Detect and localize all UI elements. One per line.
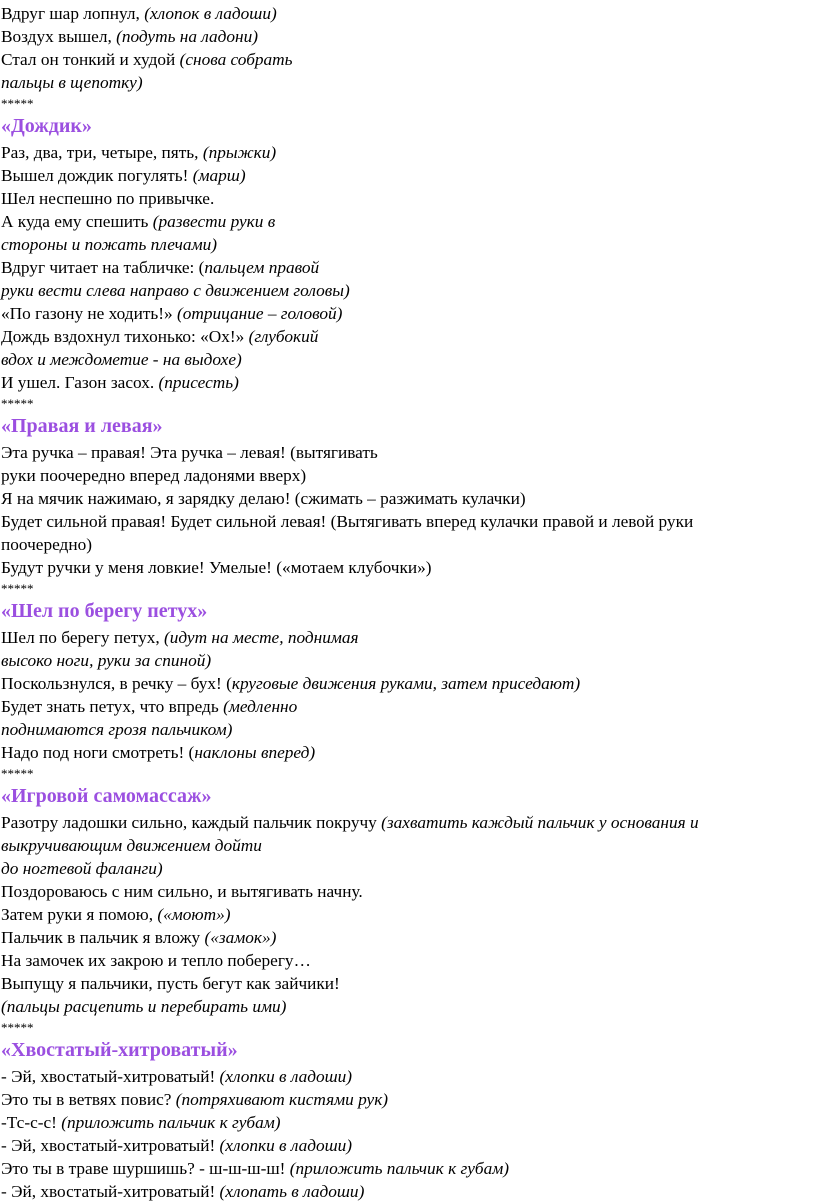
text-line [1,279,810,302]
text-line [1,1157,810,1180]
heading-text: «Игровой самомассаж» [1,785,212,807]
text-line [1,441,810,464]
line-text: ***** [1,396,34,411]
text-line [1,233,810,256]
text-line [1,695,810,718]
separator [1,577,810,600]
stage-direction: («замок») [204,928,277,947]
text-line [1,972,810,995]
text-line [1,1111,810,1134]
text-line [1,903,810,926]
section-heading [1,1039,810,1062]
stage-direction: (марш) [192,166,246,185]
line-text: Шел по берегу петух, [1,628,165,647]
heading-text: «Правая и левая» [1,415,163,437]
stage-direction: круговые движения руками, затем приседают) [231,674,581,693]
text-line [1,1088,810,1111]
text-line [1,718,810,741]
stage-direction: (снова собрать [179,50,293,69]
line-text: -Тс-с-с! [1,1113,62,1132]
text-line [1,302,810,325]
line-text: ***** [1,96,34,111]
stage-direction: высоко ноги, руки за спиной) [1,651,212,670]
separator [1,92,810,115]
section-heading [1,415,810,438]
line-text: - Эй, хвостатый-хитроватый! [1,1067,220,1086]
text-line [1,487,810,510]
text-line [1,880,810,903]
stage-direction: (хлопок в ладоши) [144,4,277,23]
stage-direction: (отрицание – головой) [176,304,343,323]
line-text: Это ты в траве шуршишь? - ш-ш-ш-ш! [1,1159,290,1178]
line-text: «По газону не ходить!» [1,304,177,323]
line-text: Надо под ноги смотреть! ( [1,743,195,762]
text-line [1,510,810,533]
line-text: А куда ему спешить [1,212,153,231]
text-line [1,1065,810,1088]
text-line [1,672,810,695]
stage-direction: до ногтевой фаланги) [1,859,163,878]
line-text: - Эй, хвостатый-хитроватый! [1,1136,220,1155]
stage-direction: вдох и междометие - на выдохе) [1,350,242,369]
stage-direction: наклоны вперед) [194,743,316,762]
text-line [1,533,810,556]
text-line [1,256,810,279]
text-line [1,995,810,1018]
text-line [1,210,810,233]
line-text: Будет знать петух, что впредь [1,697,224,716]
stage-direction: (глубокий [248,327,319,346]
text-line [1,1134,810,1157]
text-line [1,1180,810,1203]
line-text: ***** [1,1020,34,1035]
text-line [1,464,810,487]
text-line [1,949,810,972]
line-text: поочередно) [1,535,92,554]
heading-text: «Шел по берегу петух» [1,600,208,622]
line-text: На замочек их закрою и тепло поберегу… [1,951,311,970]
line-text: Пальчик в пальчик я вложу [1,928,205,947]
line-text: И ушел. Газон засох. [1,373,159,392]
line-text: Раз, два, три, четыре, пять, [1,143,203,162]
text-line [1,811,810,834]
line-text: Вдруг читает на табличке: ( [1,258,205,277]
heading-text: «Хвостатый-хитроватый» [1,1039,238,1061]
line-text: Дождь вздохнул тихонько: «Ох!» [1,327,249,346]
stage-direction: (потряхивают кистями рук) [175,1090,389,1109]
stage-direction: (захватить каждый пальчик у основания и [381,813,699,832]
stage-direction: (хлопки в ладоши) [219,1067,353,1086]
text-line [1,325,810,348]
text-line [1,371,810,394]
text-line [1,857,810,880]
line-text: Я на мячик нажимаю, я зарядку делаю! (сжимать – разжимать кулачки) [1,489,526,508]
text-line [1,2,810,25]
line-text: ***** [1,766,34,781]
line-text: Воздух вышел, [1,27,117,46]
line-text: руки поочередно вперед ладонями вверх) [1,466,307,485]
stage-direction: (хлопки в ладоши) [219,1136,353,1155]
text-line [1,556,810,579]
line-text: Выпущу я пальчики, пусть бегут как зайчики! [1,974,340,993]
text-line [1,164,810,187]
separator [1,762,810,785]
stage-direction: (присесть) [158,373,239,392]
stage-direction: (прыжки) [202,143,277,162]
line-text: Стал он тонкий и худой [1,50,180,69]
stage-direction: поднимаются грозя пальчиком) [1,720,233,739]
line-text: Вышел дождик погулять! [1,166,193,185]
stage-direction: (приложить пальчик к губам) [289,1159,510,1178]
heading-text: «Дождик» [1,115,92,137]
stage-direction: («моют») [157,905,231,924]
text-line [1,626,810,649]
text-line [1,834,810,857]
line-text: Это ты в ветвях повис? [1,1090,176,1109]
line-text: Затем руки я помою, [1,905,158,924]
line-text: - Эй, хвостатый-хитроватый! [1,1182,220,1201]
stage-direction: (развести руки в [152,212,276,231]
stage-direction: выкручивающим движением дойти [1,836,262,855]
stage-direction: (подуть на ладони) [116,27,259,46]
stage-direction: руки вести слева направо с движением головы) [1,281,350,300]
stage-direction: (приложить пальчик к губам) [61,1113,281,1132]
stage-direction: (медленно [223,697,298,716]
separator [1,392,810,415]
line-text: Разотру ладошки сильно, каждый пальчик покручу [1,813,382,832]
line-text: ***** [1,581,34,596]
text-line [1,71,810,94]
line-text: Поздороваюсь с ним сильно, и вытягивать начну. [1,882,363,901]
text-line [1,141,810,164]
text-line [1,187,810,210]
stage-direction: (хлопать в ладоши) [219,1182,365,1201]
section-heading [1,115,810,138]
line-text: Будет сильной правая! Будет сильной левая! (Вытягивать вперед кулачки правой и левой руки [1,512,694,531]
text-line [1,348,810,371]
separator [1,1016,810,1039]
stage-direction: стороны и пожать плечами) [1,235,217,254]
text-line [1,649,810,672]
line-text: Будут ручки у меня ловкие! Умелые! («мотаем клубочки») [1,558,432,577]
text-line [1,48,810,71]
stage-direction: пальцы в щепотку) [1,73,143,92]
stage-direction: пальцем правой [204,258,320,277]
line-text: Эта ручка – правая! Эта ручка – левая! (вытягивать [1,443,378,462]
section-heading [1,785,810,808]
text-line [1,25,810,48]
text-line [1,926,810,949]
line-text: Вдруг шар лопнул, [1,4,145,23]
stage-direction: (пальцы расцепить и перебирать ими) [1,997,287,1016]
stage-direction: (идут на месте, поднимая [164,628,359,647]
line-text: Шел неспешно по привычке. [1,189,215,208]
line-text: Поскользнулся, в речку – бух! ( [1,674,232,693]
section-heading [1,600,810,623]
text-line [1,741,810,764]
